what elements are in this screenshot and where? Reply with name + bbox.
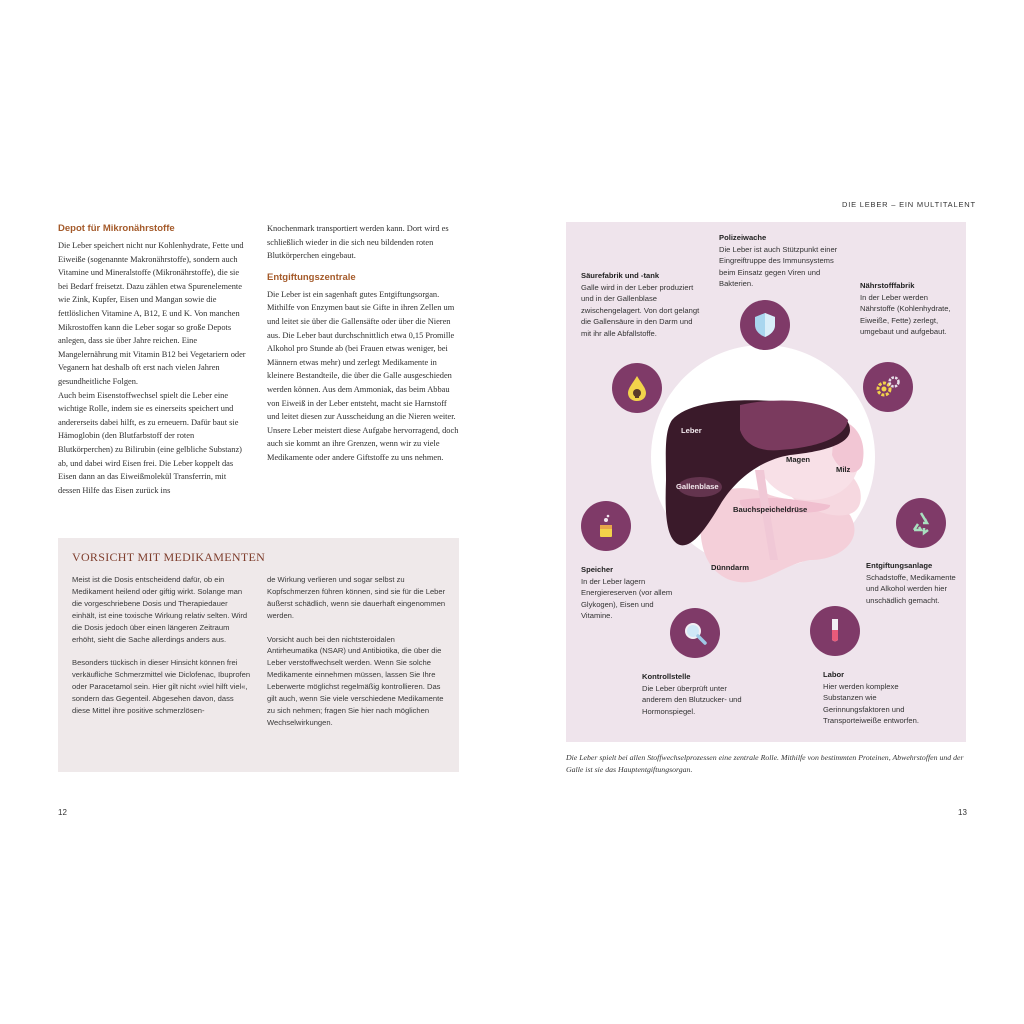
paragraph: Die Leber speichert nicht nur Kohlenhydrate, Fette und Eiweiße (sogenannte Makronährstoffe), sondern auch Vitamine und Mineralstoffe (Mikronährstoffe), die sie bei Bedarf freisetzt. Dazu zählen etwa Spurenelemente wie Zink, Kupfer, Eisen und Mangan sowie die fettlöslichen Vitamine A, B12, E und K. Von manchen Mikrostoffen kann die Leber sogar so große Depots anlegen, dass sie über Jahre reichen. Eine Mangelernährung mit Vitamin B12 bei Vegetariern oder Veganern hat deshalb oft erst nach vielen Jahren gesundheitliche Folgen. bbox=[58, 241, 246, 386]
function-polizeiwache bbox=[719, 232, 849, 290]
function-text: Galle wird in der Leber produziert und in der Gallenblase zwischengelagert. Von dort gelangt die Gallensäure in den Darm und mit ihr alle Abfallstoffe. bbox=[581, 282, 700, 338]
function-text: Die Leber überprüft unter anderem den Blutzucker- und Hormonspiegel. bbox=[642, 683, 742, 716]
shield-icon bbox=[740, 300, 790, 350]
paragraph: Besonders tückisch in dieser Hinsicht können frei verkäufliche Schmerzmittel wie Diclofenac, Ibuprofen oder Paracetamol sein. Hier gilt nicht »viel hilft viel«, sondern das Gegenteil. Abgesehen davon, dass diese Mittel ihre positive schmerzlösen- bbox=[72, 658, 251, 715]
function-text: In der Leber lagern Energiereserven (vor allem Glykogen), Eisen und Vitamine. bbox=[581, 576, 673, 621]
label-bauchspeicheldruese: Bauchspeicheldrüse bbox=[733, 505, 808, 514]
function-labor bbox=[823, 669, 923, 727]
label-gallenblase: Gallenblase bbox=[676, 482, 719, 491]
paragraph: de Wirkung verlieren und sogar selbst zu Kopfschmerzen führen können, sind sie für die Leber äußerst schädlich, wenn sie dauerhaft eingenommen werden. bbox=[267, 575, 446, 620]
function-entgiftungsanlage bbox=[866, 560, 962, 606]
function-title: Nährstofffabrik bbox=[860, 281, 915, 290]
label-magen: Magen bbox=[786, 455, 811, 464]
acid-drop-icon bbox=[612, 363, 662, 413]
box-title: VORSICHT MIT MEDIKAMENTEN bbox=[72, 550, 266, 564]
storage-jar-icon bbox=[581, 501, 631, 551]
function-speicher bbox=[581, 564, 681, 622]
paragraph: Die Leber ist ein sagenhaft gutes Entgiftungsorgan. Mithilfe von Enzymen baut sie Gifte in ihren Zellen um und leitet sie über die Gallensäfte oder über die Nieren aus. Die Leber baut durchschnittlich etwa 0,15 Promille Alkohol pro Stunde ab (bei Frauen etwas weniger, bei Männern etwas mehr) und zerlegt Medikamente in kleinere Bestandteile, die über die Galle ausgeschieden werden können. Aus dem Ammoniak, das beim Abbau von Eiweiß in der Leber entsteht, macht sie Harnstoff und leitet diesen zur Ausscheidung an die Nieren weiter. Unsere Leber meistert diese Aufgabe hervorragend, doch auch sie kommt an ihre Grenzen, wenn wir zu viele Medikamente oder andere Giftstoffe zu uns nehmen. bbox=[267, 289, 459, 462]
page-number-right: 13 bbox=[958, 808, 967, 817]
paragraph: Auch beim Eisenstoffwechsel spielt die Leber eine wichtige Rolle, indem sie es einerseits speichert und andererseits dabei hilft, es zu erneuern. Dafür baut sie Hämoglobin (den Blutfarbstoff der roten Blutkörperchen) zu Bilirubin (eine gelbliche Substanz) ab, und dabei wird Eisen frei. Die Leber koppelt das Eisen dann an das Eiweißmolekül Transferrin, mit dessen Hilfe das Eisen zurück ins bbox=[58, 390, 242, 495]
gears-icon bbox=[863, 362, 913, 412]
paragraph: Meist ist die Dosis entscheidend dafür, ob ein Medikament heilend oder giftig wirkt. Solange man die vorgeschriebene Dosis und Therapiedauer einhält, ist eine toxische Wirkung relativ selten. Wird die Dosis jedoch über einen längeren Zeitraum erhöht, sieht die Sache allerdings anders aus. bbox=[72, 575, 248, 644]
heading-entgiftung: Entgiftungszentrale bbox=[267, 271, 356, 283]
function-kontrollstelle bbox=[642, 671, 754, 717]
function-text: Schadstoffe, Medikamente und Alkohol werden hier unschädlich gemacht. bbox=[866, 572, 956, 605]
test-tube-icon bbox=[810, 606, 860, 656]
function-text: In der Leber werden Nährstoffe (Kohlenhydrate, Eiweiße, Fette) zerlegt, umgebaut und aufgebaut. bbox=[860, 292, 951, 337]
function-title: Speicher bbox=[581, 565, 614, 574]
function-text: Die Leber ist auch Stützpunkt einer Eingreiftruppe des Immunsystems beim Einsatz gegen Viren und Bakterien. bbox=[719, 244, 838, 289]
recycle-icon bbox=[896, 498, 946, 548]
function-naehrstofffabrik bbox=[860, 280, 960, 338]
function-saeurefabrik bbox=[581, 270, 703, 340]
label-leber: Leber bbox=[681, 426, 702, 435]
function-title: Labor bbox=[823, 670, 845, 679]
function-title: Säurefabrik und -tank bbox=[581, 271, 660, 280]
label-milz: Milz bbox=[836, 465, 851, 474]
figure-caption: Die Leber spielt bei allen Stoffwechselprozessen eine zentrale Rolle. Mithilfe von bestimmten Proteinen, Abwehrstoffen und der Galle ist sie das Hauptentgiftungsorgan. bbox=[566, 753, 964, 774]
running-head: DIE LEBER – EIN MULTITALENT bbox=[842, 200, 976, 209]
heading-depot: Depot für Mikronährstoffe bbox=[58, 223, 175, 234]
paragraph: Vorsicht auch bei den nichtsteroidalen Antirheumatika (NSAR) und Antibiotika, die über die Leber verstoffwechselt werden. Wenn Sie solche Medikamente einnehmen müssen, lassen Sie Ihre Leberwerte möglichst regelmäßig kontrollieren. Das gilt auch, wenn Sie viele verschiedene Medikamente zu sich nehmen; fragen Sie hier nach möglichen Wechselwirkungen. bbox=[267, 634, 444, 727]
paragraph: Knochenmark transportiert werden kann. Dort wird es schließlich wieder in die sich neu bildenden roten Blutkörperchen eingebaut. bbox=[267, 224, 449, 261]
label-duenndarm: Dünndarm bbox=[711, 563, 749, 572]
page-number-left: 12 bbox=[58, 808, 67, 817]
function-title: Kontrollstelle bbox=[642, 672, 691, 681]
function-text: Hier werden komplexe Substanzen wie Gerinnungsfaktoren und Transporteiweiße entworfen. bbox=[823, 681, 919, 726]
function-title: Entgiftungsanlage bbox=[866, 561, 933, 570]
function-title: Polizeiwache bbox=[719, 233, 767, 242]
